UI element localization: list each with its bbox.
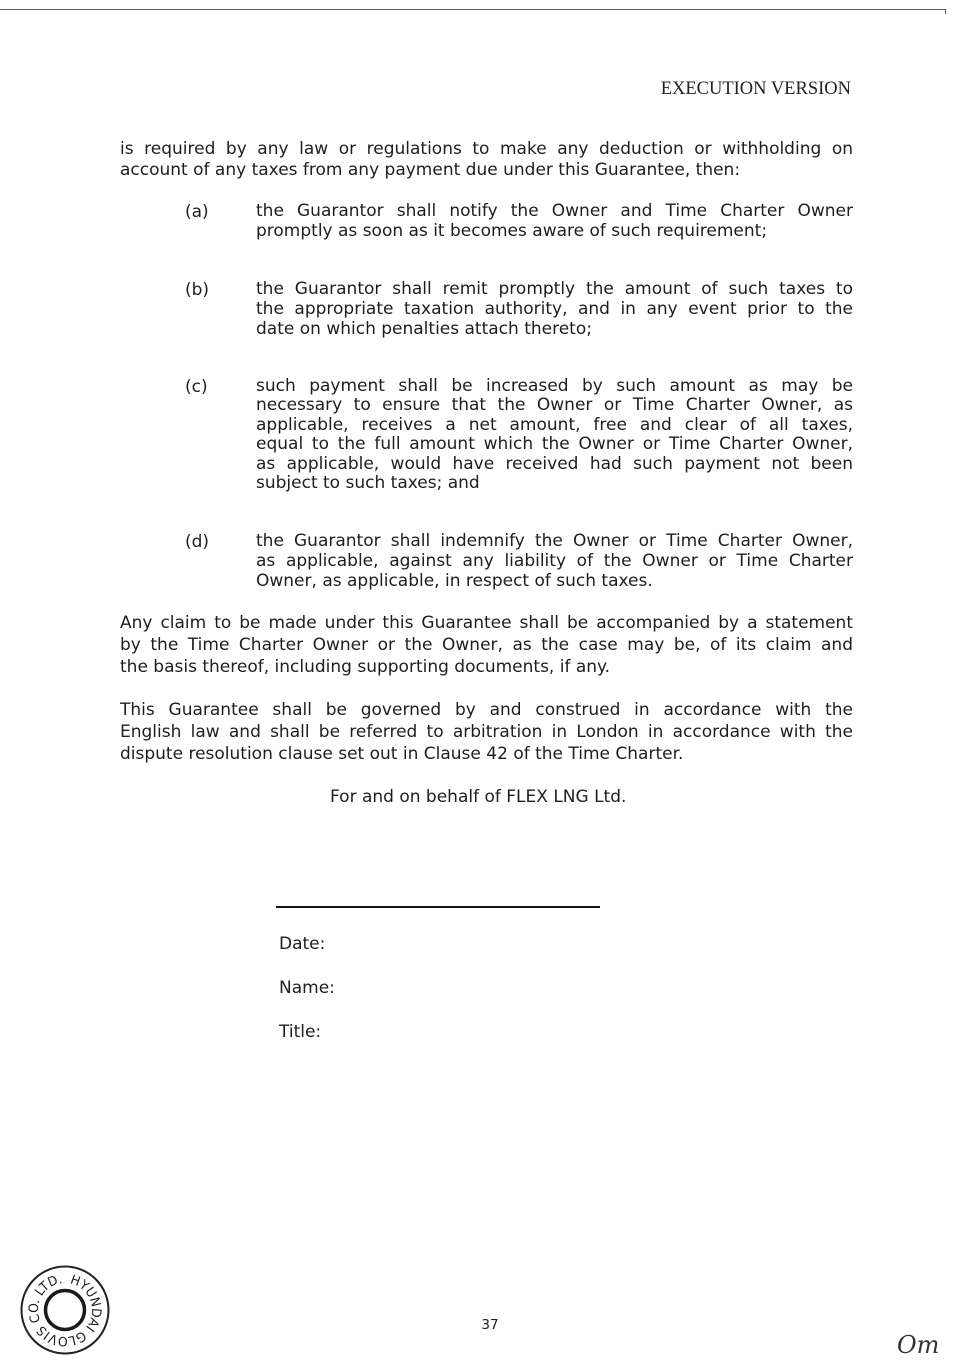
clause-line: the appropriate taxation authority, and in any event prior to the <box>256 299 853 319</box>
clause-line: as applicable, would have received had such payment not been <box>256 453 853 474</box>
seal-inner-ring <box>46 1291 85 1330</box>
clause-text <box>256 377 853 493</box>
execution-version-label: EXECUTION VERSION <box>660 79 851 99</box>
clause-label: (c) <box>185 377 208 397</box>
date-field-label: Date: <box>279 934 326 954</box>
clause-line: necessary to ensure that the Owner or Time Charter Owner, as <box>256 395 853 416</box>
paragraph-line: by the Time Charter Owner or the Owner, as the case may be, of its claim and <box>120 635 853 655</box>
paragraph-line: the basis thereof, including supporting documents, if any. <box>120 657 611 677</box>
page-number: 37 <box>481 1317 499 1333</box>
intro-paragraph <box>120 139 853 181</box>
handwritten-initials: Om <box>897 1331 940 1359</box>
seal-text-path: HYUNDAI GLOVIS CO. LTD. <box>26 1272 104 1349</box>
clause-text <box>256 201 853 241</box>
name-field-label: Name: <box>279 978 335 998</box>
paragraph-line: English law and shall be referred to arbitration in London in accordance with the <box>120 722 853 742</box>
paragraph-line: dispute resolution clause set out in Clause 42 of the Time Charter. <box>120 744 684 764</box>
clause-line: the Guarantor shall notify the Owner and Time Charter Owner <box>256 201 853 221</box>
intro-line: is required by any law or regulations to make any deduction or withholding on <box>120 139 853 159</box>
clause-line: applicable, receives a net amount, free and clear of all taxes, <box>256 414 853 435</box>
clause-text <box>256 279 853 339</box>
clause-line: as applicable, against any liability of the Owner or Time Charter <box>256 551 853 571</box>
clause-line: Owner, as applicable, in respect of such taxes. <box>256 571 653 591</box>
clause-label: (d) <box>185 532 210 552</box>
clause-line: date on which penalties attach thereto; <box>256 319 592 339</box>
clause-line: the Guarantor shall indemnify the Owner or Time Charter Owner, <box>256 531 853 551</box>
clause-text <box>256 531 853 591</box>
clause-line: equal to the full amount which the Owner or Time Charter Owner, <box>256 434 853 455</box>
intro-line: account of any taxes from any payment due under this Guarantee, then: <box>120 160 741 180</box>
paragraph-line: This Guarantee shall be governed by and construed in accordance with the <box>120 700 853 720</box>
company-seal <box>18 1263 112 1357</box>
clause-line: such payment shall be increased by such amount as may be <box>256 376 853 396</box>
seal-text <box>27 1272 103 1348</box>
on-behalf-line: For and on behalf of FLEX LNG Ltd. <box>330 787 627 807</box>
title-field-label: Title: <box>279 1022 322 1042</box>
clause-line: the Guarantor shall remit promptly the amount of such taxes to <box>256 279 853 299</box>
paragraph-line: Any claim to be made under this Guarantee shall be accompanied by a statement <box>120 613 853 633</box>
governing-law-paragraph <box>120 699 853 765</box>
clause-label: (a) <box>185 202 209 222</box>
claim-paragraph <box>120 612 853 678</box>
clause-label: (b) <box>185 280 210 300</box>
scan-top-rule-tick <box>945 9 946 14</box>
signature-line <box>276 906 600 908</box>
clause-line: promptly as soon as it becomes aware of such requirement; <box>256 221 768 241</box>
scan-top-rule <box>0 9 946 10</box>
clause-line: subject to such taxes; and <box>256 473 480 494</box>
